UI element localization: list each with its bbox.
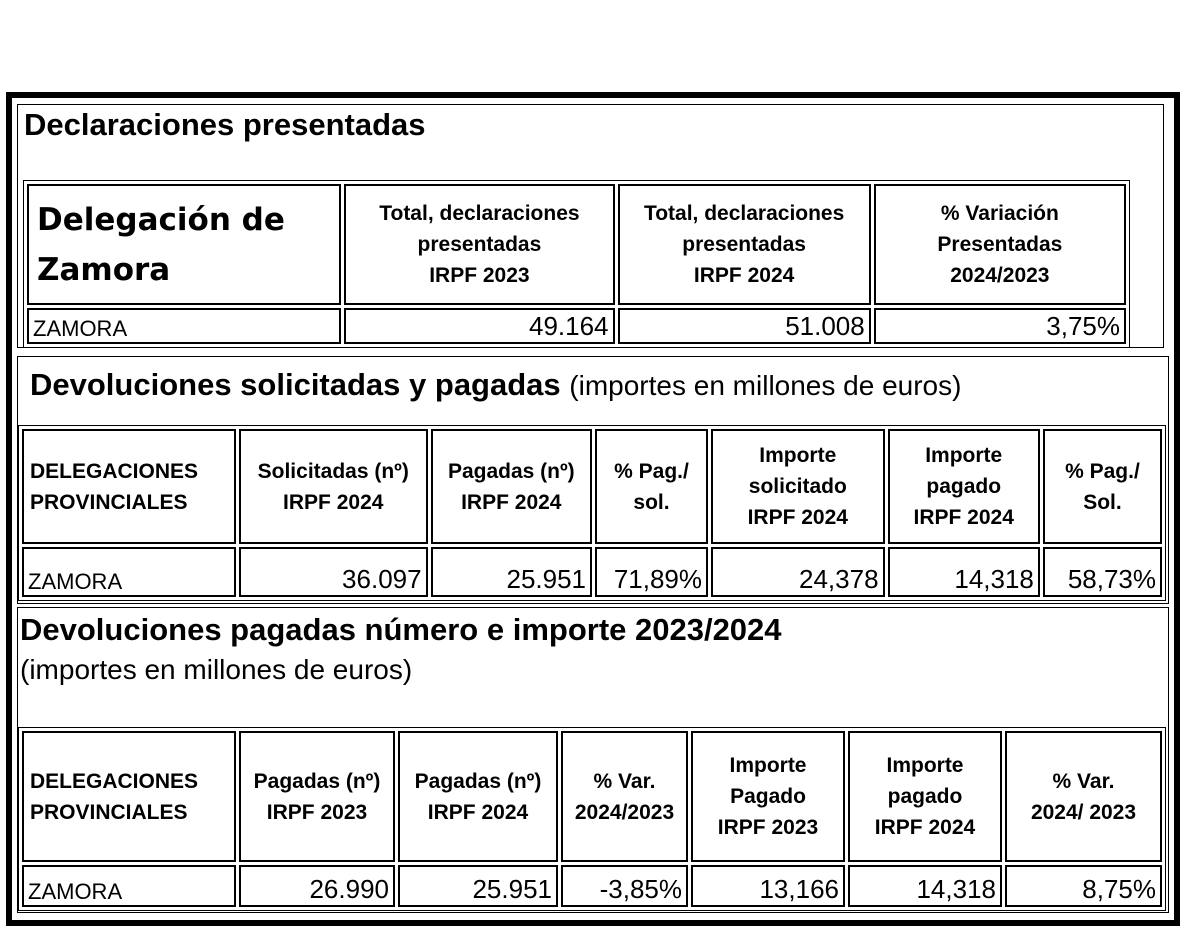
importe-pagado-header: Importe pagado IRPF 2024	[888, 429, 1040, 544]
cell-value: 58,73%	[1043, 547, 1162, 597]
section-note: (importes en millones de euros)	[569, 370, 962, 401]
cell-value: 14,318	[848, 865, 1002, 907]
total-2024-header: Total, declaraciones presentadas IRPF 2024	[618, 184, 871, 305]
header-row	[22, 731, 1162, 862]
importe-solicitado-header: Importe solicitado IRPF 2024	[711, 429, 885, 544]
section-title: Devoluciones pagadas número e importe 2023/2024	[20, 612, 782, 647]
header-row	[22, 429, 1162, 544]
importe-2024-header: Importe pagado IRPF 2024	[848, 731, 1002, 862]
section-devoluciones-pagadas	[17, 607, 1169, 913]
table-row	[27, 308, 1126, 344]
importe-2023-header: Importe Pagado IRPF 2023	[691, 731, 845, 862]
devoluciones-table	[18, 425, 1166, 601]
pag-sol-header: % Pag./ sol.	[595, 429, 708, 544]
var-importe-header: % Var. 2024/ 2023	[1005, 731, 1162, 862]
declaraciones-table	[23, 180, 1130, 348]
region-name: ZAMORA	[22, 547, 236, 597]
section-title: Declaraciones presentadas	[24, 107, 426, 142]
var-numero-header: % Var. 2024/2023	[561, 731, 688, 862]
pagadas-2024-header: Pagadas (nº) IRPF 2024	[398, 731, 558, 862]
section-devoluciones-solicitadas	[17, 356, 1169, 604]
solicitadas-header: Solicitadas (nº) IRPF 2024	[239, 429, 428, 544]
section-title: Devoluciones solicitadas y pagadas (importes en millones de euros)	[30, 367, 962, 402]
cell-value: 25.951	[431, 547, 592, 597]
cell-value: 49.164	[344, 308, 614, 344]
pag-sol-importe-header: % Pag./ Sol.	[1043, 429, 1162, 544]
cell-value: 71,89%	[595, 547, 708, 597]
section-declaraciones	[17, 104, 1164, 348]
total-2023-header: Total, declaraciones presentadas IRPF 2023	[344, 184, 614, 305]
region-header: DELEGACIONES PROVINCIALES	[22, 731, 236, 862]
cell-value: 24,378	[711, 547, 885, 597]
cell-value: 26.990	[239, 865, 395, 907]
variation-header: % Variación Presentadas 2024/2023	[874, 184, 1126, 305]
pagadas-header: Pagadas (nº) IRPF 2024	[431, 429, 592, 544]
table-row	[22, 547, 1162, 597]
devoluciones-pagadas-table	[18, 727, 1166, 911]
pagadas-2023-header: Pagadas (nº) IRPF 2023	[239, 731, 395, 862]
region-header: Delegación de Zamora	[27, 184, 341, 305]
region-header: DELEGACIONES PROVINCIALES	[22, 429, 236, 544]
cell-value: 8,75%	[1005, 865, 1162, 907]
cell-value: 13,166	[691, 865, 845, 907]
table-row	[22, 865, 1162, 907]
cell-value: 3,75%	[874, 308, 1126, 344]
cell-value: 51.008	[618, 308, 871, 344]
cell-value: 25.951	[398, 865, 558, 907]
header-row	[27, 184, 1126, 305]
cell-value: -3,85%	[561, 865, 688, 907]
cell-value: 14,318	[888, 547, 1040, 597]
region-name: ZAMORA	[22, 865, 236, 907]
section-note: (importes en millones de euros)	[20, 654, 413, 685]
region-name: ZAMORA	[27, 308, 341, 344]
cell-value: 36.097	[239, 547, 428, 597]
